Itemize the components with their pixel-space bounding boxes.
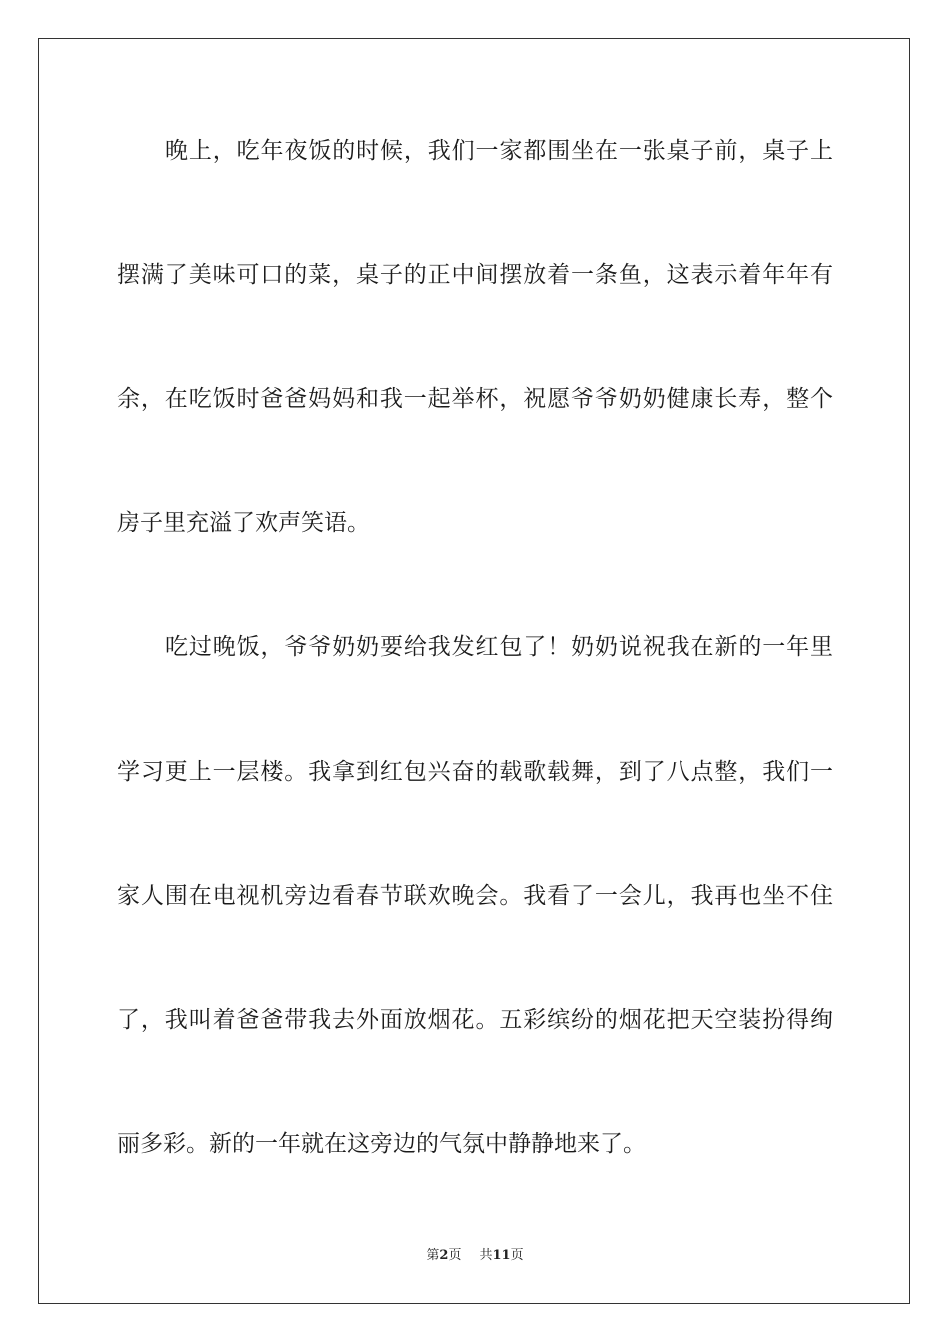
- paragraph-2-line-1: 吃过晚饭，爷爷奶奶要给我发红包了！奶奶说祝我在新的一年里: [165, 634, 833, 660]
- page-footer: [0, 1247, 950, 1265]
- paragraph-2-line-4: 了，我叫着爸爸带我去外面放烟花。五彩缤纷的烟花把天空装扮得绚: [117, 1007, 833, 1033]
- footer-total-suffix: 页: [510, 1248, 524, 1263]
- paragraph-1-line-4: 房子里充溢了欢声笑语。: [117, 510, 370, 536]
- paragraph-2-line-5: 丽多彩。新的一年就在这旁边的气氛中静静地来了。: [117, 1131, 646, 1157]
- page-border: [38, 38, 910, 1304]
- footer-total-prefix: 共: [479, 1248, 493, 1263]
- footer-page-suffix: 页: [448, 1248, 462, 1263]
- paragraph-2-line-2: 学习更上一层楼。我拿到红包兴奋的载歌载舞，到了八点整，我们一: [117, 759, 833, 785]
- paragraph-1-line-2: 摆满了美味可口的菜，桌子的正中间摆放着一条鱼，这表示着年年有: [117, 262, 833, 288]
- paragraph-1-line-1: 晚上，吃年夜饭的时候，我们一家都围坐在一张桌子前，桌子上: [165, 138, 833, 164]
- footer-page-number: 2: [439, 1248, 449, 1263]
- paragraph-2-line-3: 家人围在电视机旁边看春节联欢晚会。我看了一会儿，我再也坐不住: [117, 883, 833, 909]
- footer-total-pages: 11: [492, 1248, 511, 1263]
- paragraph-1-line-3: 余，在吃饭时爸爸妈妈和我一起举杯，祝愿爷爷奶奶健康长寿，整个: [117, 386, 833, 412]
- footer-page-prefix: 第: [426, 1248, 440, 1263]
